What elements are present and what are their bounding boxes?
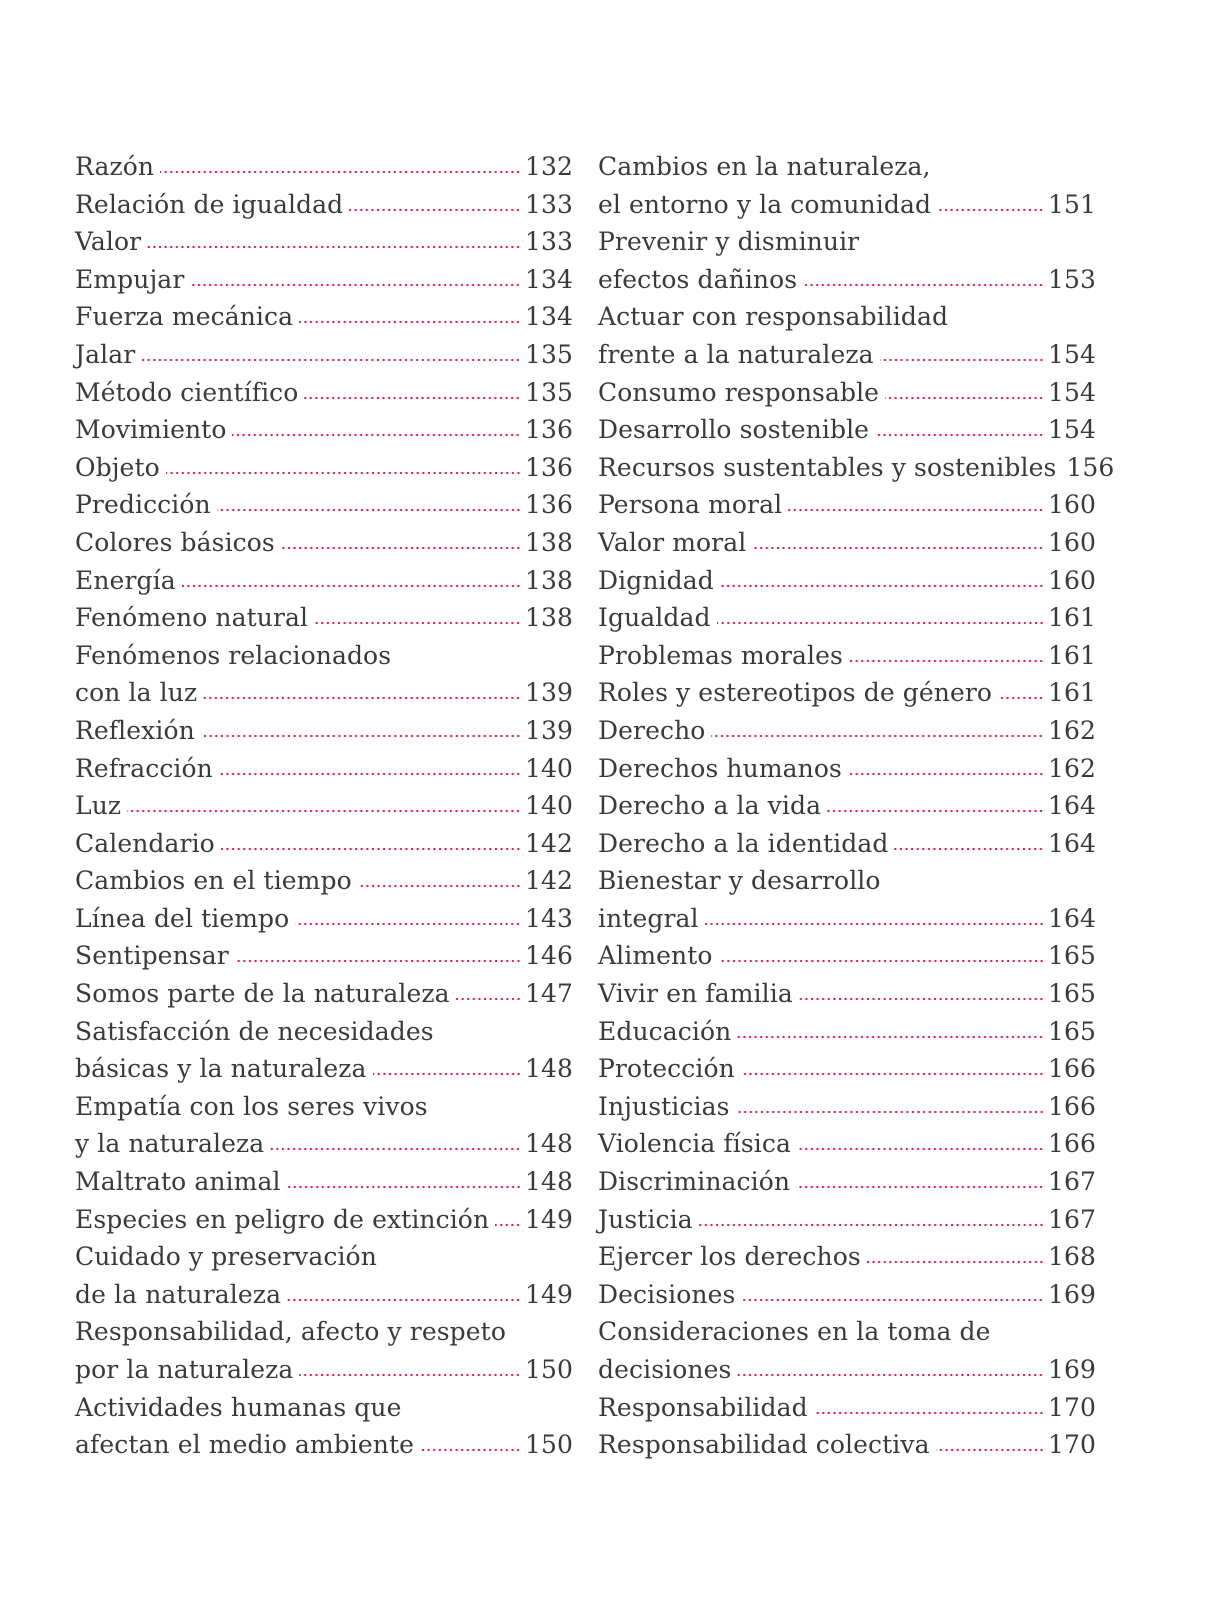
index-term: frente a la naturaleza: [598, 339, 874, 369]
dot-leader: [741, 1298, 1044, 1302]
index-entry: [598, 1013, 1096, 1051]
index-entry: [75, 900, 573, 938]
dot-leader: [711, 734, 1044, 738]
index-term: Alimento: [598, 941, 713, 971]
index-term: Actuar con responsabilidad: [598, 302, 949, 332]
index-term: Justicia: [598, 1204, 693, 1234]
index-term: efectos dañinos: [598, 264, 798, 294]
index-term: Desarrollo sostenible: [598, 415, 870, 445]
dot-leader: [304, 396, 521, 400]
index-entry: [598, 862, 1096, 900]
dot-leader: [875, 433, 1044, 437]
index-term: Calendario: [75, 828, 215, 858]
index-entry: [598, 411, 1096, 449]
index-entry: [598, 524, 1096, 562]
index-entry: [598, 712, 1096, 750]
page-number: 164: [1047, 791, 1096, 821]
index-term: Injusticias: [598, 1091, 730, 1121]
dot-leader: [885, 396, 1044, 400]
dot-leader: [221, 847, 521, 851]
index-entry: [598, 449, 1115, 487]
page-number: 160: [1047, 527, 1096, 557]
index-entry: [598, 1276, 1096, 1314]
page-number: 139: [524, 678, 573, 708]
dot-leader: [814, 1411, 1044, 1415]
index-term: Línea del tiempo: [75, 903, 290, 933]
index-entry: [75, 1351, 573, 1389]
index-entry: [75, 825, 573, 863]
index-entry: [598, 787, 1096, 825]
index-term: Sentipensar: [75, 941, 229, 971]
index-entry: [598, 1125, 1096, 1163]
index-term: Movimiento: [75, 415, 227, 445]
dot-leader: [358, 884, 521, 888]
page-number: 160: [1047, 490, 1096, 520]
index-term: Vivir en familia: [598, 979, 793, 1009]
index-term: básicas y la naturaleza: [75, 1054, 367, 1084]
index-entry: [75, 674, 573, 712]
page-number: 135: [524, 377, 573, 407]
dot-leader: [160, 170, 521, 174]
index-entry: [75, 562, 573, 600]
page-number: 160: [1047, 565, 1096, 595]
page-number: 133: [524, 227, 573, 257]
page-number: 140: [524, 791, 573, 821]
page-number: 162: [1047, 753, 1096, 783]
index-entry: [598, 1050, 1096, 1088]
page-number: 169: [1047, 1279, 1096, 1309]
index-term: Fenómeno natural: [75, 603, 309, 633]
page-number: 154: [1047, 339, 1096, 369]
dot-leader: [737, 1035, 1044, 1039]
index-entry: [75, 1238, 573, 1276]
index-entry: [598, 1238, 1096, 1276]
index-entry: [75, 599, 573, 637]
index-entry: [598, 599, 1096, 637]
dot-leader: [217, 508, 521, 512]
index-entry: [75, 1013, 573, 1051]
page-number: 136: [524, 452, 573, 482]
index-term: Decisiones: [598, 1279, 736, 1309]
dot-leader: [190, 283, 521, 287]
index-entry: [75, 1201, 573, 1239]
index-term: Método científico: [75, 377, 299, 407]
page-number: 138: [524, 565, 573, 595]
page-number: 154: [1047, 377, 1096, 407]
index-term: Energía: [75, 565, 176, 595]
dot-leader: [219, 772, 521, 776]
page-number: 156: [1066, 452, 1115, 482]
index-entry: [598, 1426, 1096, 1464]
page-number: 167: [1047, 1204, 1096, 1234]
page-number: 148: [524, 1054, 573, 1084]
page-number: 135: [524, 339, 573, 369]
page-number: 150: [524, 1355, 573, 1384]
dot-leader: [314, 621, 521, 625]
index-entry: [598, 637, 1096, 675]
index-term: Somos parte de la naturaleza: [75, 979, 450, 1009]
index-term: Consideraciones en la toma de: [598, 1317, 991, 1347]
index-term: Reflexión: [75, 715, 195, 745]
index-entry: [75, 862, 573, 900]
index-term: Violencia física: [598, 1129, 791, 1159]
page-number: 138: [524, 527, 573, 557]
dot-leader: [420, 1448, 521, 1452]
dot-leader: [232, 433, 521, 437]
dot-leader: [203, 696, 521, 700]
page-number: 142: [524, 828, 573, 858]
index-term: Derecho a la vida: [598, 791, 822, 821]
index-entry: [598, 1201, 1096, 1239]
index-entry: [598, 1389, 1096, 1427]
page-number: 147: [524, 979, 573, 1009]
page-number: 165: [1047, 1016, 1096, 1046]
page-number: 166: [1047, 1054, 1096, 1084]
dot-leader: [373, 1072, 521, 1076]
index-term: Protección: [598, 1054, 735, 1084]
index-term: Fuerza mecánica: [75, 302, 294, 332]
index-term: Objeto: [75, 452, 160, 482]
index-term: Predicción: [75, 490, 211, 520]
index-term: Responsabilidad colectiva: [598, 1430, 930, 1460]
index-entry: [75, 411, 573, 449]
dot-leader: [299, 1373, 521, 1377]
index-entry: [598, 674, 1096, 712]
page-number: 151: [1047, 189, 1096, 219]
dot-leader: [299, 320, 521, 324]
dot-leader: [741, 1072, 1044, 1076]
index-term: Satisfacción de necesidades: [75, 1016, 434, 1046]
index-entry: [598, 374, 1096, 412]
dot-leader: [281, 546, 521, 550]
index-term: Fenómenos relacionados: [75, 640, 392, 670]
page-number: 138: [524, 603, 573, 633]
index-term: Actividades humanas que: [75, 1392, 402, 1422]
index-term: Razón: [75, 152, 155, 181]
index-entry: [75, 1276, 573, 1314]
index-entry: [598, 148, 1096, 186]
dot-leader: [880, 358, 1044, 362]
index-entry: [598, 1351, 1096, 1389]
index-term: Luz: [75, 791, 122, 821]
index-term: Consumo responsable: [598, 377, 880, 407]
index-term: Derechos humanos: [598, 753, 842, 783]
page-number: 148: [524, 1129, 573, 1159]
index-entry: [598, 900, 1096, 938]
dot-leader: [717, 621, 1044, 625]
index-entry: [75, 374, 573, 412]
dot-leader: [127, 809, 521, 813]
page-number: 162: [1047, 715, 1096, 745]
dot-leader: [147, 245, 521, 249]
index-term: Valor: [75, 227, 142, 257]
dot-leader: [287, 1298, 521, 1302]
index-entry: [598, 1088, 1096, 1126]
index-entry: [598, 223, 1096, 261]
index-term: Bienestar y desarrollo: [598, 866, 881, 896]
dot-leader: [752, 546, 1044, 550]
index-entry: [598, 825, 1096, 863]
dot-leader: [827, 809, 1044, 813]
page-number: 161: [1047, 640, 1096, 670]
index-term: integral: [598, 903, 699, 933]
index-entry: [598, 937, 1096, 975]
index-entry: [75, 975, 573, 1013]
dot-leader: [456, 997, 521, 1001]
dot-leader: [936, 1448, 1044, 1452]
dot-leader: [270, 1147, 521, 1151]
dot-leader: [894, 847, 1044, 851]
index-entry: [75, 223, 573, 261]
index-entry: [75, 524, 573, 562]
index-term: y la naturaleza: [75, 1129, 265, 1159]
index-term: Dignidad: [598, 565, 714, 595]
page-number: 132: [524, 152, 573, 181]
index-entry: [75, 298, 573, 336]
page-number: 168: [1047, 1242, 1096, 1272]
page-number: 170: [1047, 1430, 1096, 1460]
dot-leader: [287, 1185, 521, 1189]
page-number: 136: [524, 415, 573, 445]
page-number: 167: [1047, 1167, 1096, 1197]
index-entry: [75, 1163, 573, 1201]
index-term: afectan el medio ambiente: [75, 1430, 415, 1460]
dot-leader: [848, 772, 1044, 776]
dot-leader: [720, 584, 1044, 588]
index-entry: [75, 937, 573, 975]
index-term: Relación de igualdad: [75, 189, 344, 219]
index-entry: [598, 186, 1096, 224]
index-term: Prevenir y disminuir: [598, 227, 860, 257]
index-entry: [75, 1050, 573, 1088]
dot-leader: [867, 1260, 1044, 1264]
index-entry: [75, 1389, 573, 1427]
index-entry: [75, 261, 573, 299]
dot-leader: [803, 283, 1044, 287]
index-term: Empatía con los seres vivos: [75, 1091, 428, 1121]
dot-leader: [699, 1223, 1044, 1227]
page-number: 142: [524, 866, 573, 896]
page-number: 166: [1047, 1129, 1096, 1159]
page-number: 139: [524, 715, 573, 745]
page-number: 133: [524, 189, 573, 219]
page-number: 166: [1047, 1091, 1096, 1121]
index-entry: [75, 787, 573, 825]
dot-leader: [201, 734, 521, 738]
page-number: 148: [524, 1167, 573, 1197]
index-entry: [75, 336, 573, 374]
page-number: 150: [524, 1430, 573, 1460]
page-number: 134: [524, 264, 573, 294]
index-term: Empujar: [75, 264, 185, 294]
dot-leader: [736, 1110, 1044, 1114]
dot-leader: [235, 959, 521, 963]
dot-leader: [849, 659, 1044, 663]
page-number: 165: [1047, 979, 1096, 1009]
dot-leader: [705, 922, 1044, 926]
index-entry: [598, 298, 1096, 336]
index-entry: [598, 1163, 1096, 1201]
index-entry: [75, 750, 573, 788]
dot-leader: [737, 1373, 1044, 1377]
page-number: 161: [1047, 678, 1096, 708]
index-term: Derecho: [598, 715, 706, 745]
page-number: 164: [1047, 903, 1096, 933]
index-term: Especies en peligro de extinción: [75, 1204, 490, 1234]
index-term: Discriminación: [598, 1167, 791, 1197]
index-entry: [598, 562, 1096, 600]
index-term: el entorno y la comunidad: [598, 189, 932, 219]
index-term: Colores básicos: [75, 527, 275, 557]
page-number: 146: [524, 941, 573, 971]
dot-leader: [788, 508, 1044, 512]
page-number: 161: [1047, 603, 1096, 633]
index-term: por la naturaleza: [75, 1355, 294, 1384]
index-term: Responsabilidad, afecto y respeto: [75, 1317, 506, 1347]
dot-leader: [495, 1223, 521, 1227]
page-number: 140: [524, 753, 573, 783]
index-term: Cambios en la naturaleza,: [598, 152, 931, 181]
dot-leader: [937, 208, 1044, 212]
index-entry: [598, 1313, 1096, 1351]
index-entry: [598, 486, 1096, 524]
page-number: 136: [524, 490, 573, 520]
index-entry: [598, 975, 1096, 1013]
page-number: 149: [524, 1279, 573, 1309]
index-term: Cambios en el tiempo: [75, 866, 352, 896]
dot-leader: [797, 1147, 1044, 1151]
dot-leader: [799, 997, 1044, 1001]
index-term: Igualdad: [598, 603, 711, 633]
index-term: Responsabilidad: [598, 1392, 808, 1422]
index-term: Derecho a la identidad: [598, 828, 889, 858]
index-entry: [598, 336, 1096, 374]
index-term: Cuidado y preservación: [75, 1242, 377, 1272]
index-term: de la naturaleza: [75, 1279, 282, 1309]
dot-leader: [141, 358, 521, 362]
index-term: Educación: [598, 1016, 732, 1046]
dot-leader: [166, 471, 521, 475]
index-column-right: [598, 148, 1115, 1464]
index-entry: [75, 1125, 573, 1163]
index-entry: [75, 486, 573, 524]
index-term: Jalar: [75, 339, 136, 369]
index-entry: [75, 1313, 573, 1351]
index-term: Problemas morales: [598, 640, 843, 670]
index-entry: [75, 186, 573, 224]
page-number: 154: [1047, 415, 1096, 445]
page-number: 169: [1047, 1355, 1096, 1384]
page-number: 134: [524, 302, 573, 332]
page-number: 143: [524, 903, 573, 933]
index-entry: [75, 1426, 573, 1464]
page-number: 170: [1047, 1392, 1096, 1422]
index-term: Recursos sustentables y sostenibles: [598, 452, 1057, 482]
page-number: 164: [1047, 828, 1096, 858]
page-number: 153: [1047, 264, 1096, 294]
index-term: Valor moral: [598, 527, 747, 557]
index-term: Ejercer los derechos: [598, 1242, 861, 1272]
index-term: Roles y estereotipos de género: [598, 678, 993, 708]
index-term: decisiones: [598, 1355, 732, 1384]
index-entry: [598, 750, 1096, 788]
index-entry: [598, 261, 1096, 299]
index-entry: [75, 637, 573, 675]
dot-leader: [349, 208, 521, 212]
index-term: Maltrato animal: [75, 1167, 281, 1197]
index-entry: [75, 1088, 573, 1126]
index-term: con la luz: [75, 678, 198, 708]
index-entry: [75, 712, 573, 750]
index-entry: [75, 449, 573, 487]
index-column-left: [75, 148, 573, 1464]
dot-leader: [998, 696, 1044, 700]
page-number: 149: [524, 1204, 573, 1234]
index-term: Persona moral: [598, 490, 783, 520]
index-term: Refracción: [75, 753, 213, 783]
dot-leader: [295, 922, 521, 926]
page-number: 165: [1047, 941, 1096, 971]
dot-leader: [719, 959, 1044, 963]
dot-leader: [796, 1185, 1044, 1189]
dot-leader: [182, 584, 521, 588]
index-entry: [75, 148, 573, 186]
